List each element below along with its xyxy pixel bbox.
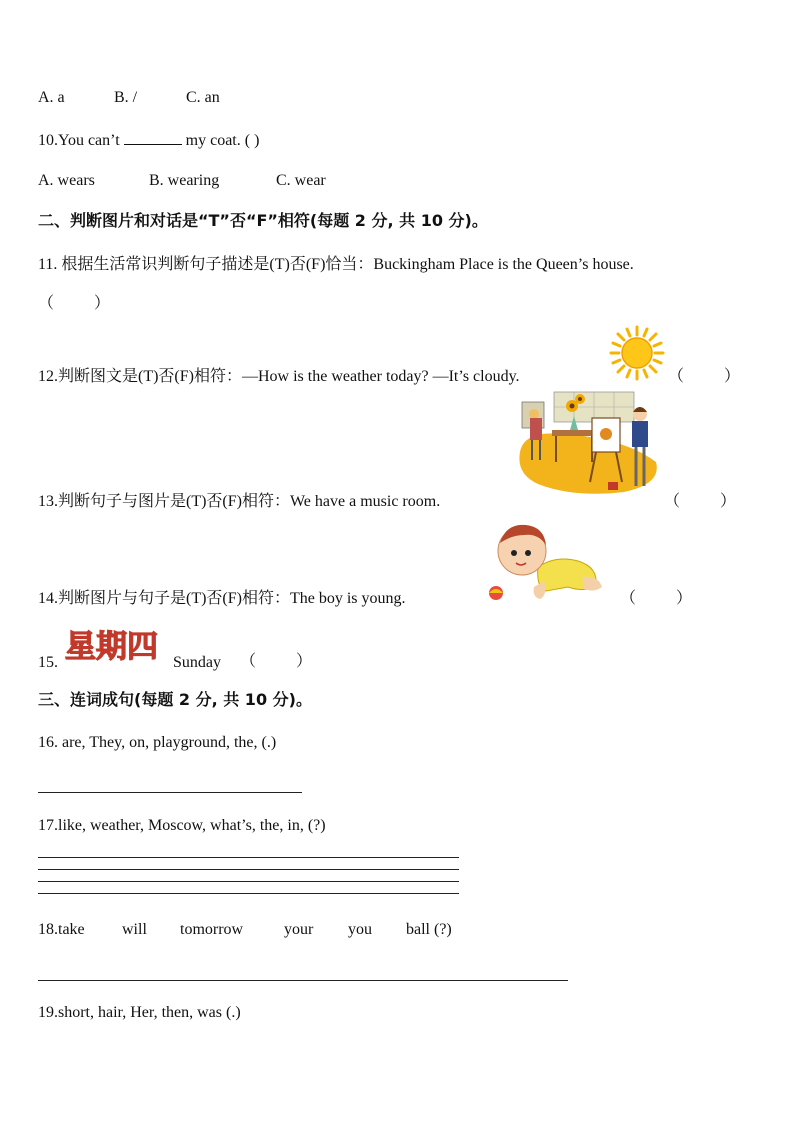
q10-option-c: C. wear <box>276 172 326 189</box>
q15-text: Sunday <box>173 654 221 671</box>
q18-word-3: tomorrow <box>180 921 244 938</box>
q15-answer-paren[interactable]: （ ） <box>240 653 313 670</box>
art-room-image <box>514 390 664 513</box>
section3-heading: 三、连词成句(每题 2 分, 共 10 分)。 <box>38 690 312 709</box>
q18-word-1: 18.take <box>38 921 85 938</box>
thursday-word-image <box>63 625 167 670</box>
q13-answer-paren[interactable]: （ ） <box>664 493 737 510</box>
q18-word-5: you <box>348 921 372 938</box>
q10-option-a: A. wears <box>38 172 95 189</box>
q17-answer-line-3[interactable] <box>38 881 459 882</box>
q13-text: 13.判断句子与图片是(T)否(F)相符：We have a music room. <box>38 493 441 510</box>
q16-answer-line[interactable] <box>38 792 302 793</box>
q19-text: 19.short, hair, Her, then, was (.) <box>38 1004 241 1021</box>
q10-option-b: B. wearing <box>149 172 220 189</box>
q10-stem <box>38 130 259 151</box>
q17-text: 17.like, weather, Moscow, what’s, the, in, (?) <box>38 817 326 834</box>
thursday-word-image-text: 星期四 <box>65 629 158 665</box>
q17-answer-line-4[interactable] <box>38 893 459 894</box>
q17-answer-line-2[interactable] <box>38 869 459 870</box>
q18-word-4: your <box>284 921 314 938</box>
sun-image <box>609 325 665 386</box>
q15-number: 15. <box>38 654 58 671</box>
q11-answer-paren[interactable]: （ ） <box>38 295 111 312</box>
q17-answer-line-1[interactable] <box>38 857 459 858</box>
crawling-baby-image <box>486 521 604 608</box>
q14-text: 14.判断图片与句子是(T)否(F)相符：The boy is young. <box>38 590 406 607</box>
q11-text: 11. 根据生活常识判断句子描述是(T)否(F)恰当：Buckingham Place is the Queen’s house. <box>38 256 634 273</box>
q12-text: 12.判断图文是(T)否(F)相符：—How is the weather today? —It’s cloudy. <box>38 368 520 385</box>
q18-word-2: will <box>122 921 147 938</box>
q18-word-6: ball (?) <box>406 921 452 938</box>
q10-stem-after: my coat. ( ) <box>185 132 260 149</box>
q10-stem-before: 10.You can’t <box>38 132 120 149</box>
section2-heading: 二、判断图片和对话是“T”否“F”相符(每题 2 分, 共 10 分)。 <box>38 211 488 230</box>
q16-text: 16. are, They, on, playground, the, (.) <box>38 734 277 751</box>
q14-answer-paren[interactable]: （ ） <box>620 590 693 607</box>
q9-option-c: C. an <box>186 89 220 106</box>
q18-answer-line[interactable] <box>38 980 568 981</box>
q9-option-a: A. a <box>38 89 65 106</box>
q10-blank[interactable] <box>124 130 182 145</box>
q9-option-b: B. / <box>114 89 138 106</box>
q12-answer-paren[interactable]: （ ） <box>668 368 741 385</box>
